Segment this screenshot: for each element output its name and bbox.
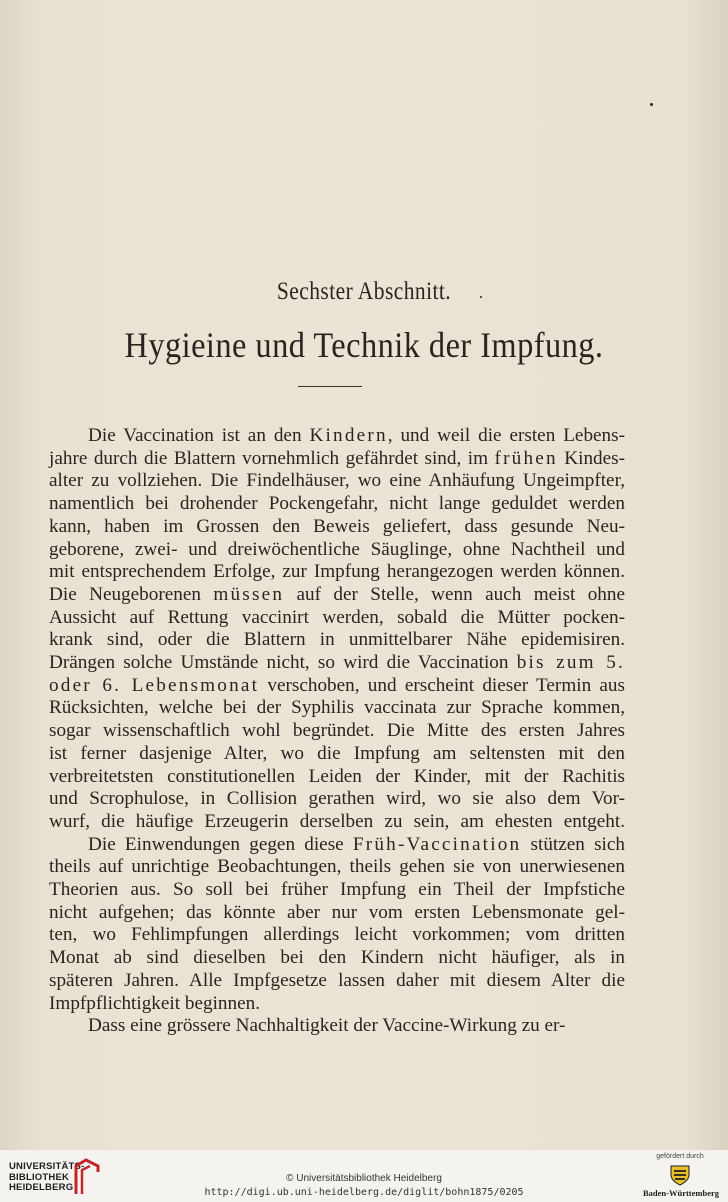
library-line-2: BIBLIOTHEK [9, 1171, 70, 1183]
copyright-notice: © Universitätsbibliothek Heidelberg [286, 1173, 442, 1184]
text-line: oder 6. Lebensmonat verschoben, und erscheint dieser Termin aus [49, 674, 625, 696]
library-line-3: HEIDELBERG [9, 1182, 74, 1193]
chapter-title: Hygieine und Technik der Impfung. [124, 325, 604, 365]
permalink-url[interactable]: http://digi.ub.uni-heidelberg.de/diglit/bohn1875/0205 [204, 1187, 524, 1198]
emphasis-spaced: Früh-Vaccination [352, 833, 522, 855]
text-line: Aussicht auf Rettung vaccinirt werden, sobald die Mütter pocken- [49, 606, 625, 628]
emphasis-spaced: müssen [213, 583, 285, 605]
text-line: späteren Jahren. Alle Impfgesetze lassen daher mit diesem Alter die [49, 969, 625, 991]
text-line: kann, haben im Grossen den Beweis geliefert, dass gesunde Neu- [49, 515, 625, 537]
text-line: Theorien aus. So soll bei früher Impfung ein Theil der Impfstiche [49, 879, 625, 900]
title-rule [298, 386, 362, 387]
text-line: Die Neugeborenen müssen auf der Stelle, wenn auch meist ohne [49, 583, 625, 605]
text-line: geborene, zwei- und dreiwöchentliche Säuglinge, ohne Nachtheil und [49, 538, 625, 560]
section-title: Sechster Abschnitt. [276, 278, 452, 305]
text-line: wurf, die häufige Erzeugerin derselben zu sein, am ehesten entgeht. [49, 810, 625, 832]
footer-bar [0, 1150, 728, 1202]
emphasis-spaced: Kindern [309, 425, 388, 446]
emphasis-spaced: oder 6. Lebensmonat [49, 674, 260, 696]
baden-wuerttemberg-crest-icon [668, 1163, 692, 1187]
text-line: namentlich bei drohender Pockengefahr, nicht lange geduldet werden [49, 493, 625, 515]
text-line: Drängen solche Umstände nicht, so wird die Vaccination bis zum 5. [49, 652, 625, 673]
text-line: Rücksichten, welche bei der Syphilis vaccinata zur Sprache kommen, [49, 697, 625, 719]
text-line: verbreitetsten constitutionellen Leiden der Kinder, mit der Rachitis [49, 765, 625, 787]
text-line: Monat ab sind dieselben bei den Kindern nicht häufiger, als in [49, 947, 625, 969]
text-line: krank sind, oder die Blattern in unmittelbarer Nähe epidemisiren. [49, 629, 625, 651]
text-line: alter zu vollziehen. Die Findelhäuser, wo eine Anhäufung Ungeimpfter, [49, 470, 625, 492]
library-line-1: UNIVERSITÄTS- [9, 1161, 85, 1172]
text-line: ten, wo Fehlimpfungen allerdings leicht vorkommen; vom dritten [49, 924, 625, 946]
funder-name: Baden-Württemberg [642, 1188, 719, 1198]
speck-mark [480, 296, 482, 298]
text-line: theils auf unrichtige Beobachtungen, theils gehen sie von unerwiesenen [49, 856, 625, 878]
text-line: Die Einwendungen gegen diese Früh-Vaccination stützen sich [88, 833, 625, 855]
text-line: ist ferner dasjenige Alter, wo die Impfung am seltensten mit den [49, 742, 625, 764]
text-line: sogar wissenschaftlich wohl begründet. Die Mitte des ersten Jahres [49, 720, 625, 742]
text-line: Dass eine grössere Nachhaltigkeit der Vaccine-Wirkung zu er- [88, 1015, 566, 1037]
funded-by-label: gefördert durch [656, 1153, 704, 1160]
text-line: mit entsprechendem Erfolge, zur Impfung herangezogen werden können. [49, 561, 625, 583]
text-line: Die Vaccination ist an den Kindern, und weil die ersten Lebens- [88, 425, 626, 446]
text-line: und Scrophulose, in Collision gerathen wird, wo sie also dem Vor- [49, 788, 625, 810]
emphasis-spaced: bis zum 5. [516, 652, 625, 673]
text-line: nicht aufgehen; das könnte aber nur vom ersten Lebensmonate gel- [49, 901, 625, 923]
text-line: jahre durch die Blattern vornehmlich gefährdet sind, im frühen Kindes- [49, 447, 625, 469]
speck-mark [650, 103, 653, 106]
emphasis-spaced: frühen [494, 447, 558, 469]
text-line: Impfpflichtigkeit beginnen. [49, 992, 261, 1014]
